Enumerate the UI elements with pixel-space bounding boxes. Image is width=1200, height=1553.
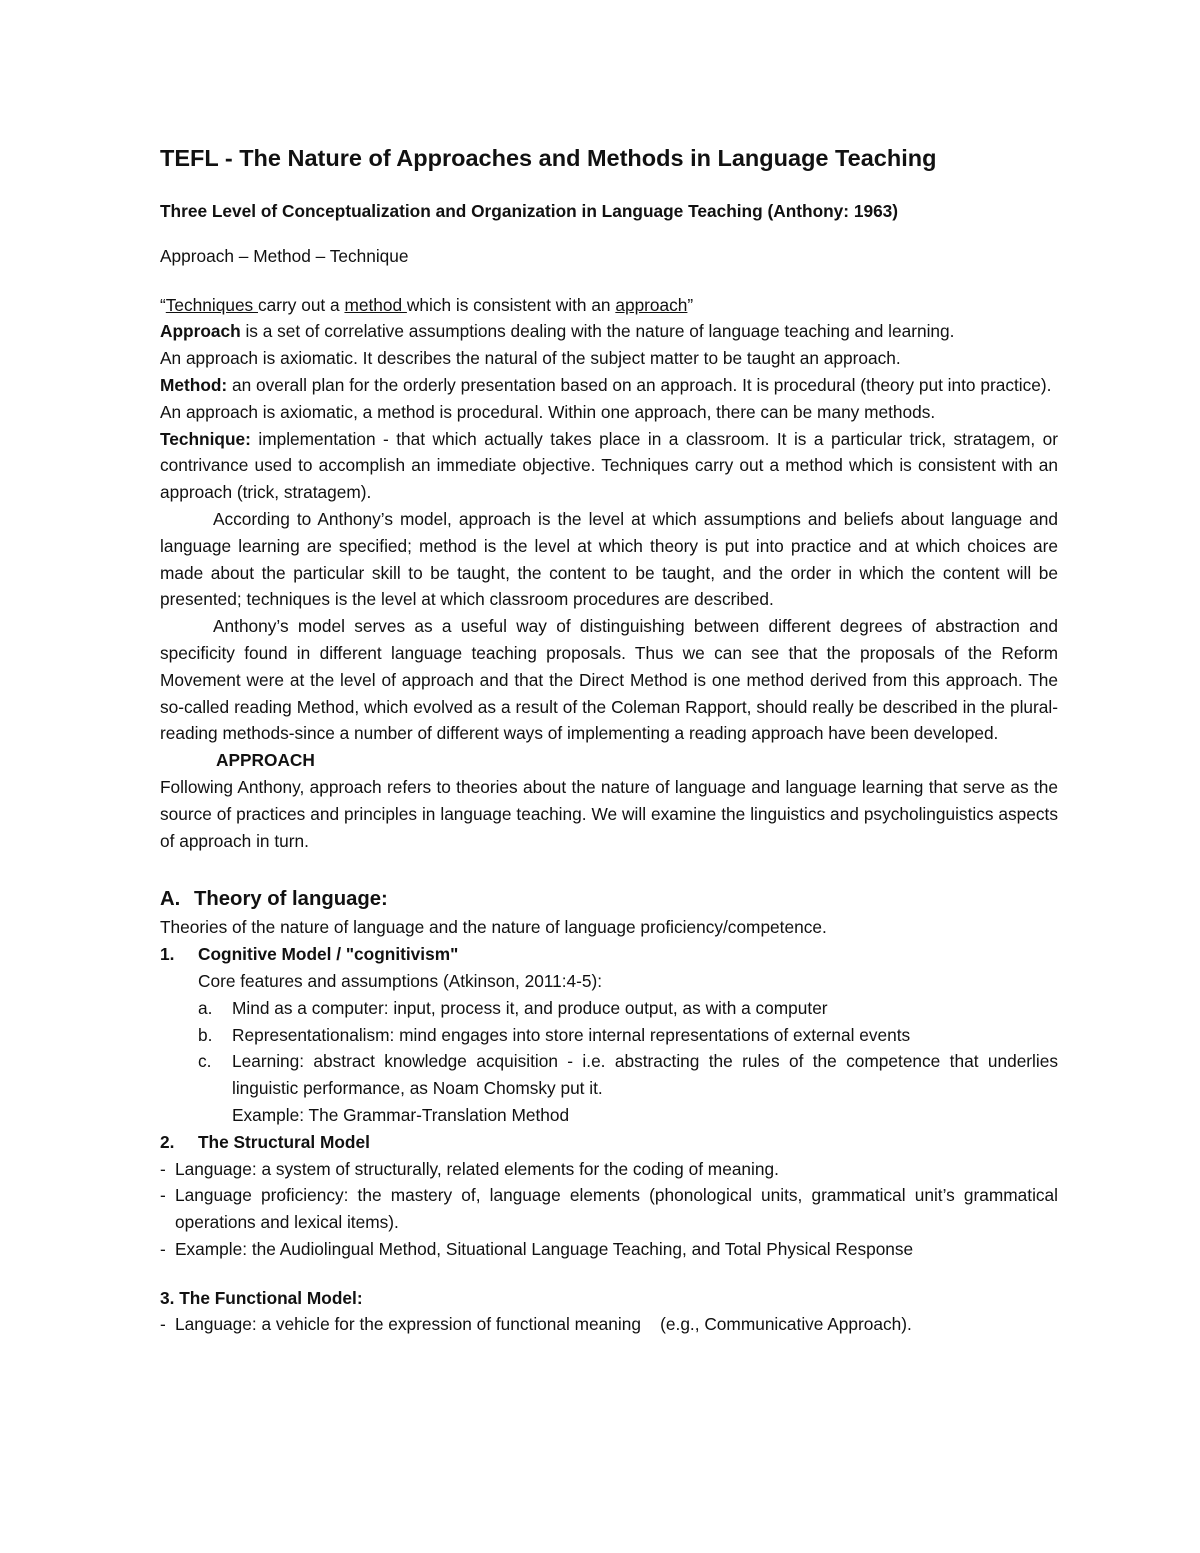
- cognitive-example: Example: The Grammar-Translation Method: [232, 1104, 570, 1125]
- item-functional-model: 3. The Functional Model:: [160, 1287, 363, 1308]
- quote-techniques: Techniques: [165, 294, 258, 315]
- quote-approach: approach: [615, 294, 688, 315]
- paragraph-abstraction: Anthony’s model serves as a useful way of distinguishing between different degrees of abstraction and specificity found in different language teaching proposals. Thus we can see that the proposals of the Reform Movement were at the level of approach and that the Direct Method is one method derived from this approach. The so-called reading Method, which evolved as a result of the Coleman Rapport, should really be described in the plural-reading methods-since a number of different ways of implementing a reading approach have been developed.: [160, 616, 1058, 744]
- approach-definition-cont: An approach is axiomatic. It describes the natural of the subject matter to be taught an approach.: [160, 348, 901, 369]
- item-cognitive-model: 1. Cognitive Model / "cognitivism": [160, 944, 459, 965]
- anthony-quote: “Techniques carry out a method which is consistent with an approach”: [160, 294, 694, 315]
- approach-heading: APPROACH: [216, 750, 315, 771]
- list-item: - Example: the Audiolingual Method, Situational Language Teaching, and Total Physical Response: [160, 1238, 914, 1259]
- quote-method: method: [344, 294, 407, 315]
- list-item: - Language: a system of structurally, related elements for the coding of meaning.: [160, 1158, 779, 1179]
- list-item: a. Mind as a computer: input, process it, and produce output, as with a computer: [198, 997, 828, 1018]
- list-item: - Language: a vehicle for the expression of functional meaning (e.g., Communicative Approach).: [160, 1314, 912, 1335]
- section-a-intro: Theories of the nature of language and the nature of language proficiency/competence.: [160, 917, 827, 938]
- paragraph-anthony-model: According to Anthony’s model, approach is the level at which assumptions and beliefs about language and language learning are specified; method is the level at which theory is put into practice and at which choices are made about the particular skill to be taught, the content to be taught, and the order in which the content will be presented; techniques is the level at which classroom procedures are described.: [160, 508, 1058, 610]
- list-item: - Language proficiency: the mastery of, language elements (phonological units, grammatical unit’s grammatical operations and lexical items).: [160, 1185, 1058, 1233]
- technique-definition: Technique: implementation - that which actually takes place in a classroom. It is a particular trick, stratagem, or contrivance used to accomplish an immediate objective. Techniques carry out a method which is consistent with an approach (trick, stratagem).: [160, 428, 1058, 503]
- section-a-heading: A. Theory of language:: [160, 888, 388, 911]
- approach-paragraph: Following Anthony, approach refers to theories about the nature of language and language learning that serve as the source of practices and principles in language teaching. We will examine the linguistics and psycholinguistics aspects of approach in turn.: [160, 776, 1058, 851]
- list-item: c. Learning: abstract knowledge acquisition - i.e. abstracting the rules of the competence that underlies linguistic performance, as Noam Chomsky put it.: [198, 1051, 1058, 1099]
- method-definition: Method: an overall plan for the orderly presentation based on an approach. It is procedural (theory put into practice). An approach is axiomatic, a method is procedural. Within one approach, there can be many methods.: [160, 374, 1052, 422]
- item-structural-model: 2. The Structural Model: [160, 1131, 370, 1152]
- levels-line: Approach – Method – Technique: [160, 245, 409, 266]
- approach-definition: Approach is a set of correlative assumptions dealing with the nature of language teaching and learning.: [160, 321, 955, 342]
- core-features-line: Core features and assumptions (Atkinson, 2011:4-5):: [198, 970, 603, 991]
- list-item: b. Representationalism: mind engages into store internal representations of external events: [198, 1024, 911, 1045]
- document-subtitle: Three Level of Conceptualization and Organization in Language Teaching (Anthony: 1963): [160, 201, 899, 221]
- document-title: TEFL - The Nature of Approaches and Methods in Language Teaching: [160, 145, 937, 171]
